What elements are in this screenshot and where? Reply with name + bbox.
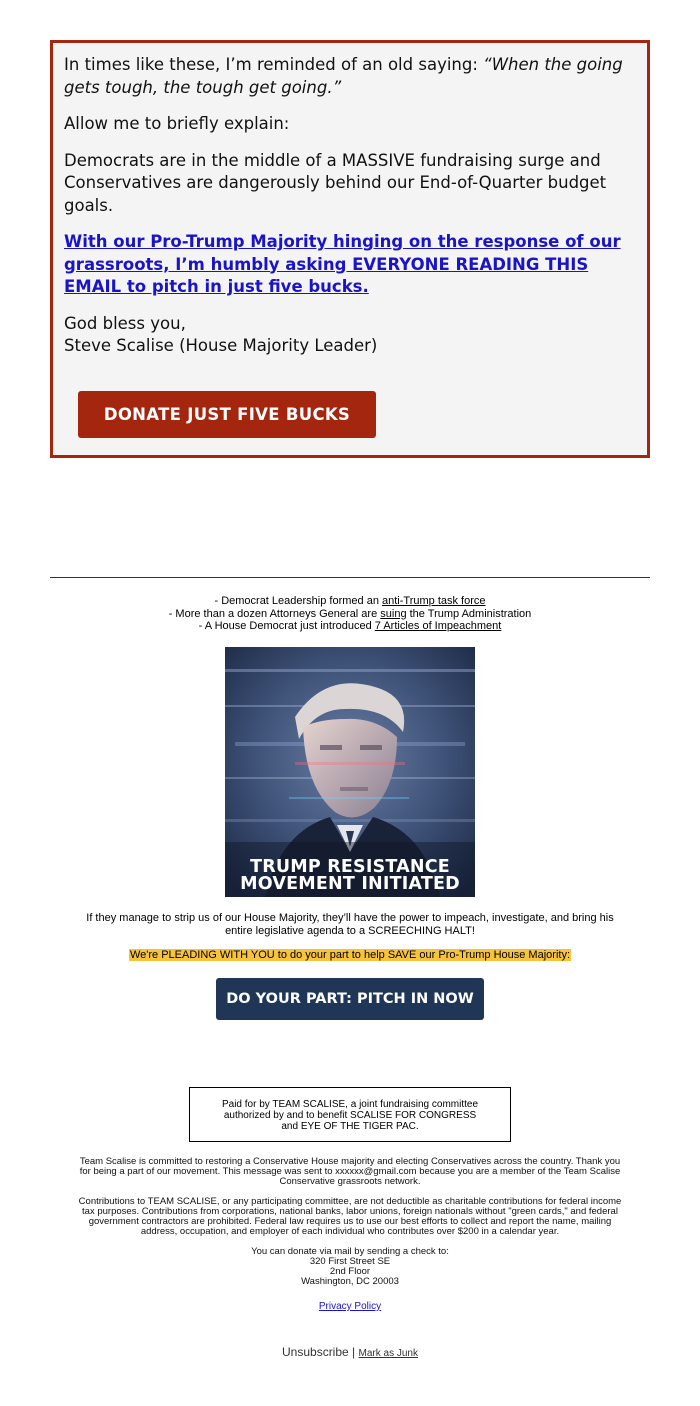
plead-line [50, 948, 650, 962]
privacy-policy-row [50, 1301, 650, 1312]
divider [50, 577, 650, 578]
footer-contributions: Contributions to TEAM SCALISE, or any participating committee, are not deductible as charitable contributions for federal income tax purposes. Contributions from corporations, national banks, labor unions, foreign nationals without "green cards," and federal government contractors are prohibited. Federal law requires us to use our best efforts to collect and report the name, mailing address, occupation, and employer of each individual who contributes over $200 in a calendar year. [78, 1196, 622, 1237]
bullet-list [50, 595, 650, 633]
intro-paragraph [64, 54, 635, 99]
intro-text: In times like these, I’m reminded of an old saying: [64, 55, 484, 74]
unsubscribe-row [50, 1345, 650, 1359]
paid-for-disclaimer: Paid for by TEAM SCALISE, a joint fundraising committee authorized by and to benefit SCALISE FOR CONGRESS and EYE OF THE TIGER PAC. [189, 1087, 511, 1142]
bullet-item: - More than a dozen Attorneys General are suing the Trump Administration [168, 607, 532, 620]
task-force-link[interactable]: anti-Trump task force [382, 595, 486, 607]
bullet-item: - Democrat Leadership formed an anti-Trump task force [214, 595, 486, 607]
separator: | [352, 1345, 356, 1359]
signature: Steve Scalise (House Majority Leader) [64, 336, 378, 355]
signoff: God bless you, [64, 313, 186, 333]
donate-button[interactable]: DONATE JUST FIVE BUCKS [78, 391, 376, 438]
pitch-link[interactable]: With our Pro-Trump Majority hinging on the response of our grassroots, I’m humbly asking EVERYONE READING THIS EMAIL to pitch in just five bucks. [64, 232, 621, 296]
plead-highlight: We're PLEADING WITH YOU to do your part to help SAVE our Pro-Trump House Majority: [129, 949, 570, 961]
unsubscribe-link[interactable]: Unsubscribe [282, 1345, 349, 1359]
image-caption-line1: TRUMP RESISTANCE [250, 857, 450, 877]
suing-link[interactable]: suing [380, 607, 407, 620]
surge-paragraph: Democrats are in the middle of a MASSIVE fundraising surge and Conservatives are dangerously behind our End-of-Quarter budget goals. [64, 150, 607, 215]
resistance-banner-image[interactable] [225, 647, 475, 897]
quoted-saying: “When the going gets tough, the tough get going.” [64, 55, 623, 97]
pitch-in-button[interactable]: DO YOUR PART: PITCH IN NOW [216, 978, 484, 1020]
pitch-paragraph [64, 231, 635, 299]
footer-mail-address: You can donate via mail by sending a check to: 320 First Street SE 2nd Floor Washington, DC 20003 [251, 1246, 449, 1287]
bullet-item: - A House Democrat just introduced 7 Articles of Impeachment [198, 620, 502, 632]
warning-text: If they manage to strip us of our House Majority, they’ll have the power to impeach, investigate, and bring his entire legislative agenda to a SCREECHING HALT! [86, 912, 614, 937]
signoff-paragraph [64, 313, 635, 358]
image-caption-line2: MOVEMENT INITIATED [240, 874, 460, 894]
privacy-policy-link[interactable]: Privacy Policy [318, 1301, 382, 1312]
mark-as-junk-link[interactable]: Mark as Junk [358, 1348, 418, 1359]
footer-committed: Team Scalise is committed to restoring a Conservative House majority and electing Conservatives across the country. Thank you for being a part of our movement. This message was sent to xxxxxx@gmail.com because you are a member of the Team Scalise Conservative grassroots network. [79, 1156, 621, 1187]
message-box [50, 40, 650, 458]
impeachment-link[interactable]: 7 Articles of Impeachment [374, 620, 502, 632]
explain-paragraph: Allow me to briefly explain: [64, 114, 290, 133]
